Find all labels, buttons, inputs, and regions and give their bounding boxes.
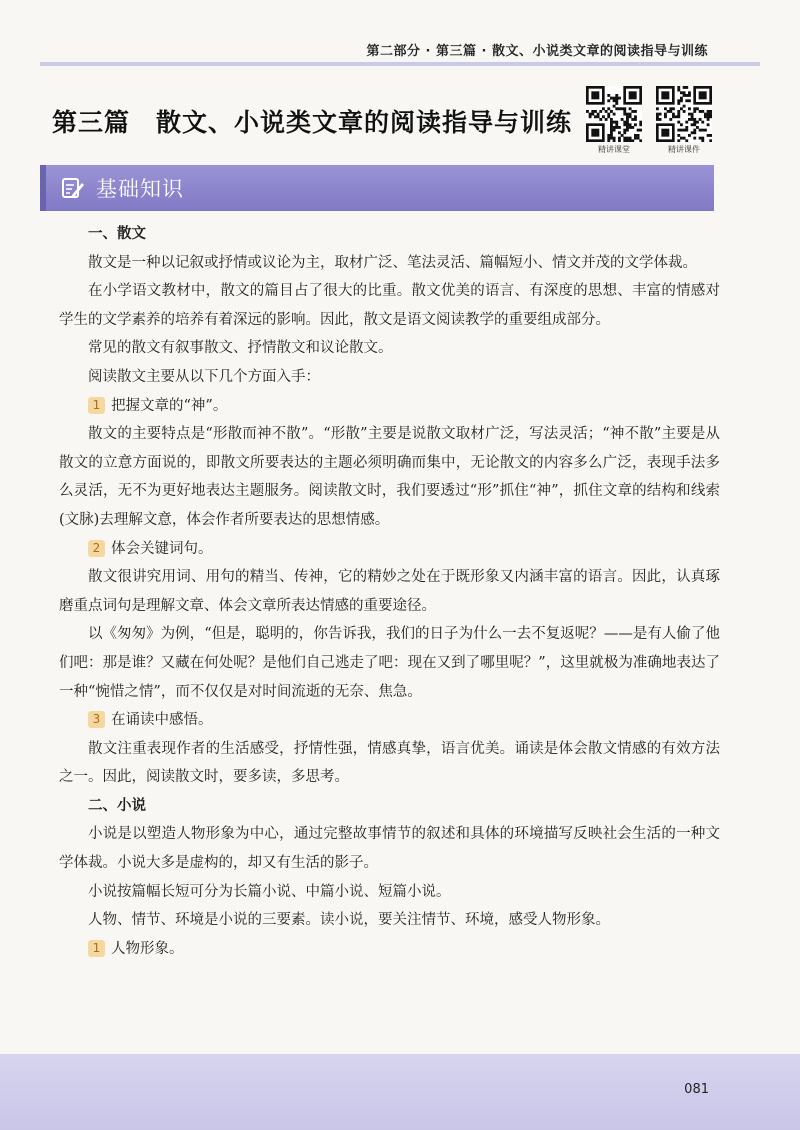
running-head: 第二部分 · 第三篇 · 散文、小说类文章的阅读指导与训练 <box>366 44 708 59</box>
header-rule <box>40 62 760 66</box>
section-header-bar <box>40 165 714 211</box>
qr-code-lecture[interactable] <box>586 86 642 155</box>
number-badge: 2 <box>88 540 105 557</box>
number-badge: 1 <box>88 397 105 414</box>
paragraph: 小说按篇幅长短可分为长篇小说、中篇小说、短篇小说。 <box>88 883 451 900</box>
number-badge: 3 <box>88 711 105 728</box>
footer-band <box>0 1054 800 1130</box>
point-heading <box>59 535 720 564</box>
section-heading: 基础知识 <box>96 177 184 201</box>
paragraph: 在小学语文教材中，散文的篇目占了很大的比重。散文优美的语言、有深度的思想、丰富的情感对学生的文学素养的培养有着深远的影响。因此，散文是语文阅读教学的重要组成部分。 <box>59 283 720 328</box>
point-heading <box>59 392 720 421</box>
point-heading <box>59 706 720 735</box>
paragraph: 常见的散文有叙事散文、抒情散文和议论散文。 <box>88 340 393 357</box>
paragraph: 散文很讲究用词、用句的精当、传神，它的精妙之处在于既形象又内涵丰富的语言。因此，认真琢磨重点词句是理解文章、体会文章所表达情感的重要途径。 <box>59 569 720 614</box>
page-number: 081 <box>684 1082 709 1097</box>
qr-code-icon <box>656 86 712 142</box>
qr-caption: 精讲课件 <box>668 145 700 154</box>
section-title-prose: 一、散文 <box>88 225 146 242</box>
point-heading-text: 在诵读中感悟。 <box>111 712 213 729</box>
edit-note-icon <box>60 175 86 201</box>
paragraph: 散文注重表现作者的生活感受，抒情性强，情感真挚，语言优美。诵读是体会散文情感的有效方法之一。因此，阅读散文时，要多读，多思考。 <box>59 740 720 786</box>
qr-code-group <box>586 86 712 155</box>
point-heading-text: 体会关键词句。 <box>111 540 213 557</box>
paragraph: 人物、情节、环境是小说的三要素。读小说，要关注情节、环境，感受人物形象。 <box>88 912 610 929</box>
qr-caption: 精讲课堂 <box>598 145 630 154</box>
section-title-novel: 二、小说 <box>88 796 146 814</box>
paragraph: 散文的主要特点是“形散而神不散”。“形散”主要是说散文取材广泛，写法灵活；“神不散”主要是从散文的立意方面说的，即散文所要表达的主题必须明确而集中，无论散文的内容多么广泛，表现手法多么灵活，无不为更好地表达主题服务。阅读散文时，我们要透过“形”抓住“神”，抓住文章的结构和线索(文脉)去理解文意，体会作者所要表达的思想情感。 <box>59 426 720 528</box>
paragraph: 小说是以塑造人物形象为中心，通过完整故事情节的叙述和具体的环境描写反映社会生活的一种文学体裁。小说大多是虚构的，却又有生活的影子。 <box>59 826 720 872</box>
point-heading-text: 把握文章的“神”。 <box>111 397 228 414</box>
number-badge: 1 <box>88 940 105 957</box>
chapter-title: 第三篇 散文、小说类文章的阅读指导与训练 <box>52 108 573 137</box>
paragraph: 散文是一种以记叙或抒情或议论为主，取材广泛、笔法灵活、篇幅短小、情文并茂的文学体裁。 <box>88 254 697 271</box>
point-heading-text: 人物形象。 <box>111 940 184 957</box>
qr-code-icon <box>586 86 642 142</box>
qr-code-courseware[interactable] <box>656 86 712 155</box>
main-content <box>59 220 720 963</box>
paragraph: 阅读散文主要从以下几个方面入手： <box>88 368 320 385</box>
paragraph: 以《匆匆》为例，“但是，聪明的，你告诉我，我们的日子为什么一去不复返呢？——是有人偷了他们吧：那是谁？又藏在何处呢？是他们自己逃走了吧：现在又到了哪里呢？”，这里就极为准确地表达了一种“惋惜之情”，而不仅仅是对时间流逝的无奈、焦急。 <box>59 626 720 700</box>
point-heading <box>59 935 720 964</box>
